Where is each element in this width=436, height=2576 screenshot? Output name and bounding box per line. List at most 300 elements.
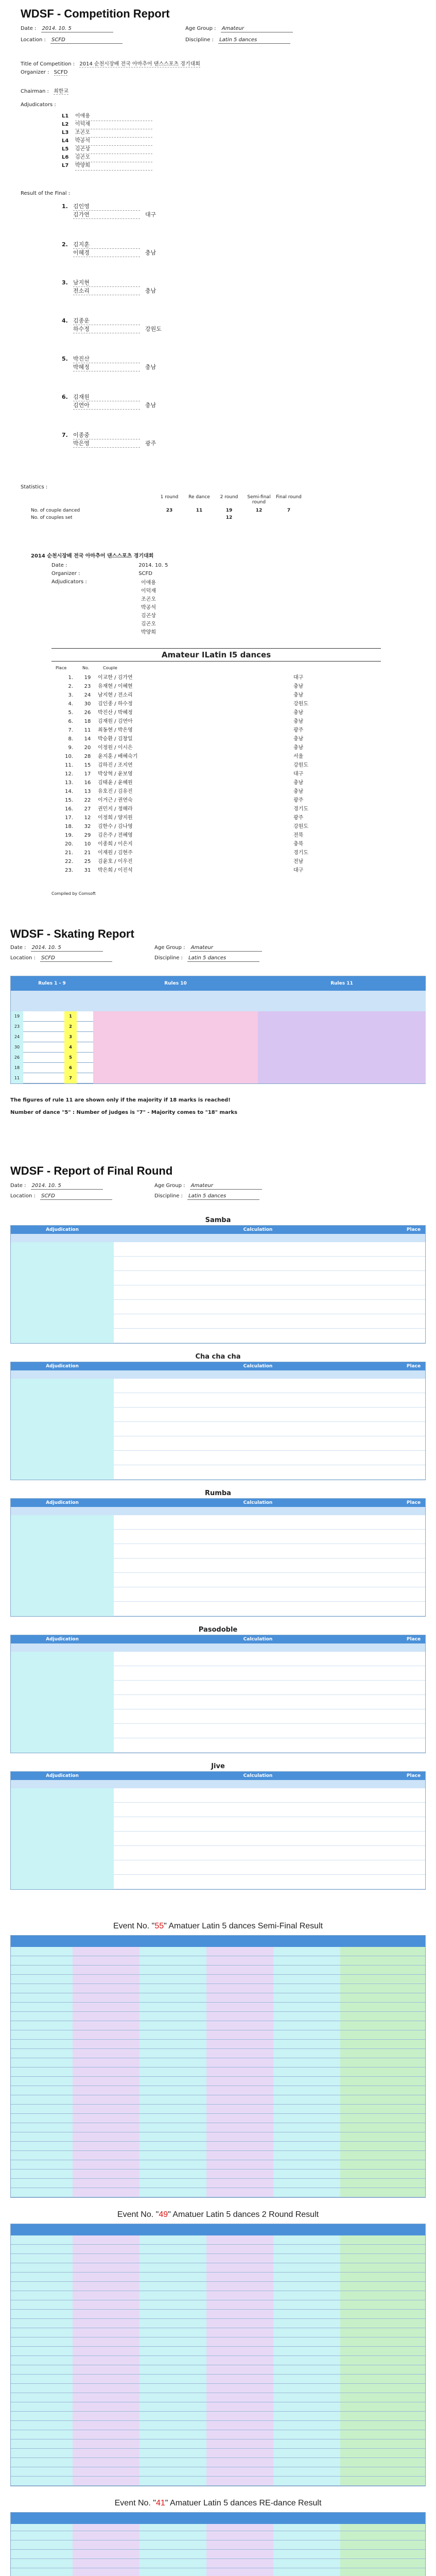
fl-couple: 박은희 / 이진석	[98, 868, 133, 873]
fl-place: 2.	[68, 684, 73, 689]
cr-result-name-2: 하수정	[73, 325, 140, 333]
fl-region: 광주	[293, 815, 304, 821]
fl-result-row	[51, 708, 381, 717]
fl-place: 8.	[68, 736, 73, 742]
fr-adjudication-area	[11, 1652, 114, 1753]
event-grid-header	[340, 1936, 425, 1947]
fr-calculation-header: Calculation	[114, 1362, 402, 1370]
fr-dance-title: Pasodoble	[198, 1626, 238, 1634]
skating-report-title: WDSF - Skating Report	[10, 927, 134, 940]
sk-note-2: Number of dance "5" : Number of judges is "7" - Majority comes to "18" marks	[10, 1110, 238, 1115]
event-grid-column	[139, 2524, 206, 2576]
fl-adjudicator: 박공석	[141, 605, 156, 611]
sk-couple-no: 18	[11, 1063, 23, 1073]
cr-date-label: Date :	[21, 26, 37, 31]
fl-region: 대구	[293, 868, 304, 873]
event-grid-column	[273, 1947, 340, 2197]
cr-adjudicator-name: 김곤상	[75, 145, 152, 154]
cr-result-name-1: 박진산	[73, 354, 140, 363]
fl-adjudicator: 김곤오	[141, 621, 156, 627]
fr-subheader	[11, 1507, 425, 1515]
fl-result-row	[51, 866, 381, 874]
fr-calculation-area	[114, 1515, 402, 1616]
cr-result-name-1: 이종중	[73, 431, 140, 439]
event-grid-header	[273, 2513, 340, 2524]
event-grid-column	[139, 2235, 206, 2486]
fl-place: 3.	[68, 692, 73, 698]
fl-couple: 김재원 / 김연아	[98, 719, 133, 724]
cr-adjudicator-row	[62, 129, 165, 137]
final-list	[0, 551, 436, 922]
cr-result-region: 광주	[145, 440, 156, 447]
fl-place: 15.	[65, 798, 73, 803]
fl-couple: 김윤호 / 이우진	[98, 859, 133, 865]
fr-agegroup-label: Age Group :	[154, 1183, 185, 1189]
fr-dance-grid	[10, 1225, 426, 1344]
event-grid-column	[11, 2524, 73, 2576]
fr-place-area	[402, 1515, 425, 1616]
fl-result-row	[51, 682, 381, 690]
event-grid-column	[273, 2235, 340, 2486]
sk-discipline-row	[154, 955, 259, 962]
cr-adjudicator-code: L2	[62, 122, 69, 127]
fr-place-header: Place	[402, 1499, 425, 1507]
cr-result-name-2: 박혜정	[73, 363, 140, 371]
fr-adjudication-header: Adjudication	[11, 1635, 114, 1643]
cr-adjudicator-row	[62, 137, 165, 145]
cr-location-row	[21, 37, 123, 44]
fl-place: 23.	[65, 868, 73, 873]
fl-place: 6.	[68, 719, 73, 724]
fr-discipline: Latin 5 dances	[187, 1193, 259, 1200]
fl-result-row	[51, 717, 381, 725]
sk-note-1: The figures of rule 11 are shown only if the majority if 18 marks is reached!	[10, 1097, 231, 1103]
fl-organizer-row	[51, 571, 152, 577]
fr-agegroup-row	[154, 1183, 262, 1190]
event-grid-header	[206, 1936, 273, 1947]
cr-result-name-2: 김가연	[73, 210, 140, 219]
fl-region: 경기도	[293, 806, 308, 812]
event-grid-column	[73, 2235, 139, 2486]
fr-dance-title: Jive	[211, 1762, 225, 1770]
fr-calculation-area	[114, 1242, 402, 1343]
cr-result-place: 2.	[62, 241, 68, 248]
fl-region: 대구	[293, 771, 304, 777]
cr-stats-value: 12	[225, 515, 233, 520]
fr-dance-block	[10, 1216, 426, 1352]
sk-place: 4	[64, 1042, 77, 1053]
event-title	[10, 1917, 426, 1935]
event-title-prefix: Event No. "	[114, 2499, 156, 2507]
fl-adjudicators-label: Adjudicators :	[51, 579, 87, 585]
fl-place: 18.	[65, 824, 73, 829]
fr-calculation-header: Calculation	[114, 1635, 402, 1643]
event-grid-column	[206, 1947, 273, 2197]
cr-stats-value: 7	[287, 508, 291, 513]
event-grid-header	[206, 2513, 273, 2524]
fl-result-row	[51, 778, 381, 787]
event-grid-header	[139, 2224, 206, 2235]
event-number: 49	[159, 2210, 168, 2219]
fl-couple: 이정원 / 이시은	[98, 745, 133, 751]
sk-discipline: Latin 5 dances	[187, 955, 259, 962]
sk-couple-no: 24	[11, 1032, 23, 1042]
cr-location-label: Location :	[21, 37, 46, 43]
cr-stats-col: Final round	[276, 495, 302, 500]
fl-couple: 권민지 / 정해라	[98, 806, 133, 812]
fl-adjudicator: 조곤오	[141, 597, 156, 602]
fl-place: 4.	[68, 701, 73, 707]
cr-result-row	[62, 202, 185, 240]
fr-place-header: Place	[402, 1772, 425, 1780]
fl-region: 충남	[293, 692, 304, 698]
fr-date-row	[10, 1183, 103, 1190]
fl-place: 21.	[65, 850, 73, 856]
cr-adjudicator-row	[62, 154, 165, 162]
fl-place: 12.	[65, 771, 73, 777]
event-grid	[10, 2512, 426, 2576]
fr-adjudication-header: Adjudication	[11, 1362, 114, 1370]
fl-adjudicator: 김곤상	[141, 613, 156, 619]
fl-couple: 김하진 / 조지연	[98, 762, 133, 768]
cr-adjudicator-list	[62, 112, 165, 170]
fl-place: 1.	[68, 675, 73, 681]
fr-dance-grid	[10, 1362, 426, 1480]
fl-couple: 박진산 / 박혜정	[98, 710, 133, 716]
fl-number: 25	[84, 859, 91, 865]
event-title-suffix: " Amatuer Latin 5 dances RE-dance Result	[165, 2499, 322, 2507]
cr-result-name-2: 이혜경	[73, 248, 140, 257]
cr-discipline: Latin 5 dances	[218, 37, 290, 44]
fl-result-row	[51, 839, 381, 848]
event-result-blocks	[10, 1917, 426, 2576]
fl-place: 9.	[68, 745, 73, 751]
cr-result-place: 3.	[62, 279, 68, 286]
cr-discipline-label: Discipline :	[185, 37, 214, 43]
fl-region: 충남	[293, 745, 304, 751]
cr-result-name-2: 전소리	[73, 286, 140, 295]
event-grid-header	[11, 1936, 73, 1947]
cr-title-row	[21, 59, 200, 67]
event-grid-column	[139, 1947, 206, 2197]
fl-number: 28	[84, 754, 91, 759]
cr-adjudicator-name: 박양희	[75, 162, 152, 171]
cr-result-region: 충남	[145, 249, 156, 256]
event-grid	[10, 2224, 426, 2486]
sk-couple-no: 11	[11, 1073, 23, 1083]
event-grid-column	[340, 2524, 425, 2576]
fl-col-couple: Couple	[103, 666, 117, 670]
cr-result-name-1: 김재원	[73, 393, 140, 401]
fr-dance-block	[10, 1625, 426, 1762]
cr-result-region: 강원도	[145, 326, 162, 332]
sk-rules-1-9-header: Rules 1 - 9	[11, 976, 93, 991]
fl-place: 13.	[65, 780, 73, 786]
cr-result-place: 5.	[62, 355, 68, 362]
fl-couple: 박승환 / 김창일	[98, 736, 133, 742]
cr-stats-value: 23	[166, 508, 173, 513]
fl-couple: 최동현 / 박은영	[98, 727, 133, 733]
fl-couple: 이재원 / 김현주	[98, 850, 133, 856]
cr-agegroup-label: Age Group :	[185, 26, 216, 31]
cr-stats-row	[31, 515, 340, 522]
fl-couple: 김인종 / 하수정	[98, 701, 133, 707]
fl-number: 15	[84, 762, 91, 768]
fl-region: 서울	[293, 754, 304, 759]
event-grid-column	[206, 2524, 273, 2576]
cr-result-name-1: 김인영	[73, 202, 140, 211]
cr-chairman-label: Chairman :	[21, 89, 49, 94]
fl-couple: 남지현 / 전소리	[98, 692, 133, 698]
event-grid-header	[273, 2224, 340, 2235]
final-round-report	[0, 1159, 436, 1917]
event-grid-header	[273, 1936, 340, 1947]
sk-location-label: Location :	[10, 955, 36, 961]
fl-place: 20.	[65, 841, 73, 847]
fr-location-label: Location :	[10, 1193, 36, 1199]
fl-result-row	[51, 769, 381, 778]
event-title-suffix: " Amatuer Latin 5 dances 2 Round Result	[168, 2210, 319, 2219]
fr-calculation-header: Calculation	[114, 1772, 402, 1780]
cr-agegroup-row	[185, 26, 293, 32]
fl-number: 13	[84, 789, 91, 794]
sk-couple-no: 23	[11, 1022, 23, 1032]
cr-adjudicator-row	[62, 162, 165, 170]
fr-date: 2014. 10. 5	[31, 1183, 103, 1190]
fl-number: 23	[84, 684, 91, 689]
fl-number: 16	[84, 780, 91, 786]
cr-stats-value: 12	[255, 508, 263, 513]
fl-region: 강원도	[293, 701, 308, 707]
cr-adjudicator-name: 박공석	[75, 137, 152, 146]
cr-result-place: 1.	[62, 203, 68, 210]
fl-place: 16.	[65, 806, 73, 812]
cr-result-region: 대구	[145, 211, 156, 218]
cr-location: SCFD	[50, 37, 123, 44]
fr-agegroup: Amateur	[190, 1183, 262, 1190]
cr-adjudicator-code: L5	[62, 146, 69, 152]
fr-adjudication-area	[11, 1242, 114, 1343]
fr-adjudication-area	[11, 1515, 114, 1616]
cr-stats-label: No. of couple danced	[31, 508, 80, 513]
fl-number: 21	[84, 850, 91, 856]
sk-rule11-area	[258, 1011, 426, 1083]
event-title	[10, 2205, 426, 2224]
fr-dance-grid	[10, 1498, 426, 1617]
fl-number: 10	[84, 841, 91, 847]
fr-subheader	[11, 1643, 425, 1652]
fr-adjudication-area	[11, 1788, 114, 1889]
fl-place: 17.	[65, 815, 73, 821]
sk-rules-10-header: Rules 10	[93, 976, 258, 991]
cr-result-place: 7.	[62, 432, 68, 438]
fl-region: 강원도	[293, 824, 308, 829]
fr-calculation-area	[114, 1379, 402, 1480]
cr-result-row	[62, 431, 185, 469]
fr-subheader	[11, 1234, 425, 1242]
event-grid-column	[273, 2524, 340, 2576]
fl-couple: 김한수 / 김나영	[98, 824, 133, 829]
cr-adjudicator-name: 김곤오	[75, 154, 152, 162]
fr-dance-title: Cha cha cha	[195, 1353, 241, 1361]
cr-stats-col: Re dance	[188, 495, 210, 500]
cr-date: 2014. 10. 5	[41, 26, 113, 32]
cr-agegroup: Amateur	[221, 26, 293, 32]
fl-date: 2014. 10. 5	[138, 563, 168, 568]
fl-number: 14	[84, 736, 91, 742]
fl-result-row	[51, 822, 381, 831]
fl-couple: 이정희 / 양지원	[98, 815, 133, 821]
fl-result-row	[51, 752, 381, 760]
event-grid-header	[73, 2224, 139, 2235]
fr-dance-title: Rumba	[205, 1489, 231, 1497]
cr-result-name-2: 김연아	[73, 401, 140, 410]
fl-region: 충남	[293, 710, 304, 716]
fr-calculation-area	[114, 1652, 402, 1753]
fl-adjudicator: 박양희	[141, 630, 156, 635]
sk-subheader	[11, 991, 426, 1011]
cr-stats-col: 2 round	[220, 495, 238, 500]
fl-results-table	[51, 673, 381, 874]
fl-result-row	[51, 857, 381, 866]
event-grid-header	[206, 2224, 273, 2235]
sk-couple-no: 19	[11, 1011, 23, 1022]
fl-region: 충남	[293, 719, 304, 724]
fr-place-area	[402, 1788, 425, 1889]
fl-region: 충남	[293, 684, 304, 689]
cr-adjudicator-code: L6	[62, 155, 69, 160]
fl-region: 대구	[293, 675, 304, 681]
fl-place: 10.	[65, 754, 73, 759]
fl-number: 22	[84, 798, 91, 803]
fl-couple: 박상혁 / 윤보영	[98, 771, 133, 777]
event-title	[10, 2494, 426, 2512]
fl-result-row	[51, 795, 381, 804]
cr-statistics-table	[31, 495, 340, 522]
fl-result-row	[51, 734, 381, 743]
fl-number: 27	[84, 806, 91, 812]
fl-number: 19	[84, 675, 91, 681]
event-title-prefix: Event No. "	[117, 2210, 159, 2219]
fl-place: 19.	[65, 833, 73, 838]
cr-stats-header	[154, 495, 340, 508]
cr-stats-row	[31, 508, 340, 515]
cr-result-row	[62, 316, 185, 354]
fl-col-place: Place	[56, 666, 67, 670]
fr-dance-grid	[10, 1635, 426, 1753]
cr-result-region: 충남	[145, 364, 156, 370]
fl-number: 31	[84, 868, 91, 873]
fr-place-header: Place	[402, 1635, 425, 1643]
fr-place-header: Place	[402, 1226, 425, 1234]
skating-report	[0, 922, 436, 1159]
fl-number: 32	[84, 824, 91, 829]
sk-place: 1	[64, 1011, 77, 1022]
fl-result-row	[51, 699, 381, 708]
event-title-prefix: Event No. "	[113, 1922, 155, 1930]
skating-grid	[10, 976, 426, 1084]
fl-couple: 이거근 / 권연숙	[98, 798, 133, 803]
fr-dance-block	[10, 1489, 426, 1625]
fr-subheader	[11, 1370, 425, 1379]
cr-stats-value: 19	[225, 508, 233, 513]
fl-adjudicator: 이덕재	[141, 588, 156, 594]
fl-number: 26	[84, 710, 91, 716]
event-number: 55	[154, 1922, 164, 1930]
fl-place: 7.	[68, 727, 73, 733]
fl-footer: Compiled by Comsoft	[51, 891, 96, 896]
fl-place: 14.	[65, 789, 73, 794]
event-grid-header	[139, 2513, 206, 2524]
fl-place: 11.	[65, 762, 73, 768]
fl-result-row	[51, 831, 381, 839]
fr-dance-block	[10, 1762, 426, 1899]
fr-location: SCFD	[40, 1193, 112, 1200]
cr-result-row	[62, 393, 185, 431]
cr-stats-col: 1 round	[160, 495, 179, 500]
fl-number: 18	[84, 719, 91, 724]
fr-discipline-label: Discipline :	[154, 1193, 183, 1199]
cr-result-region: 충남	[145, 287, 156, 294]
fl-result-row	[51, 673, 381, 682]
fl-comp-title: 2014 순천시장배 전국 아마추어 댄스스포츠 경기대회	[31, 553, 154, 559]
final-round-title: WDSF - Report of Final Round	[10, 1164, 173, 1177]
fr-subheader	[11, 1780, 425, 1788]
fr-place-header: Place	[402, 1362, 425, 1370]
fl-number: 30	[84, 701, 91, 707]
event-grid-column	[340, 1947, 425, 2197]
cr-adjudicators-label: Adjudicators :	[21, 102, 56, 108]
event-grid-column	[73, 1947, 139, 2197]
cr-organizer-row	[21, 70, 67, 75]
cr-date-row	[21, 26, 113, 32]
cr-result-name-1: 남지현	[73, 278, 140, 287]
fl-number: 11	[84, 727, 91, 733]
sk-couple-no: 26	[11, 1053, 23, 1063]
sk-agegroup-label: Age Group :	[154, 945, 185, 951]
cr-result-region: 충남	[145, 402, 156, 409]
cr-organizer: SCFD	[54, 70, 68, 75]
event-grid-column	[73, 2524, 139, 2576]
fl-region: 경기도	[293, 850, 308, 856]
event-grid-header	[11, 2513, 73, 2524]
cr-adjudicator-code: L4	[62, 138, 69, 144]
cr-organizer-label: Organizer :	[21, 70, 49, 75]
cr-result-place: 4.	[62, 317, 68, 324]
fl-adjudicator: 이애용	[141, 580, 156, 586]
cr-adjudicator-code: L3	[62, 130, 69, 135]
fl-region: 충북	[293, 841, 304, 847]
fr-adjudication-header: Adjudication	[11, 1226, 114, 1234]
fl-adjudicator-list	[141, 579, 156, 637]
event-grid-column	[11, 2235, 73, 2486]
fl-result-row	[51, 743, 381, 752]
cr-result-name-2: 박은영	[73, 439, 140, 448]
event-title-suffix: " Amatuer Latin 5 dances Semi-Final Result	[164, 1922, 323, 1930]
fl-organizer: SCFD	[138, 571, 152, 577]
fl-result-row	[51, 760, 381, 769]
fl-date-label: Date :	[51, 563, 67, 568]
event-block	[10, 1917, 426, 2205]
fr-place-area	[402, 1242, 425, 1343]
fl-couple: 윤지훈 / 배혜숙기	[98, 754, 138, 759]
sk-place: 3	[64, 1032, 77, 1042]
sk-place: 2	[64, 1022, 77, 1032]
cr-chairman-row	[21, 87, 68, 94]
sk-location-row	[10, 955, 112, 962]
cr-title-label: Title of Competition :	[21, 61, 75, 67]
cr-statistics-label: Statistics :	[21, 484, 48, 490]
